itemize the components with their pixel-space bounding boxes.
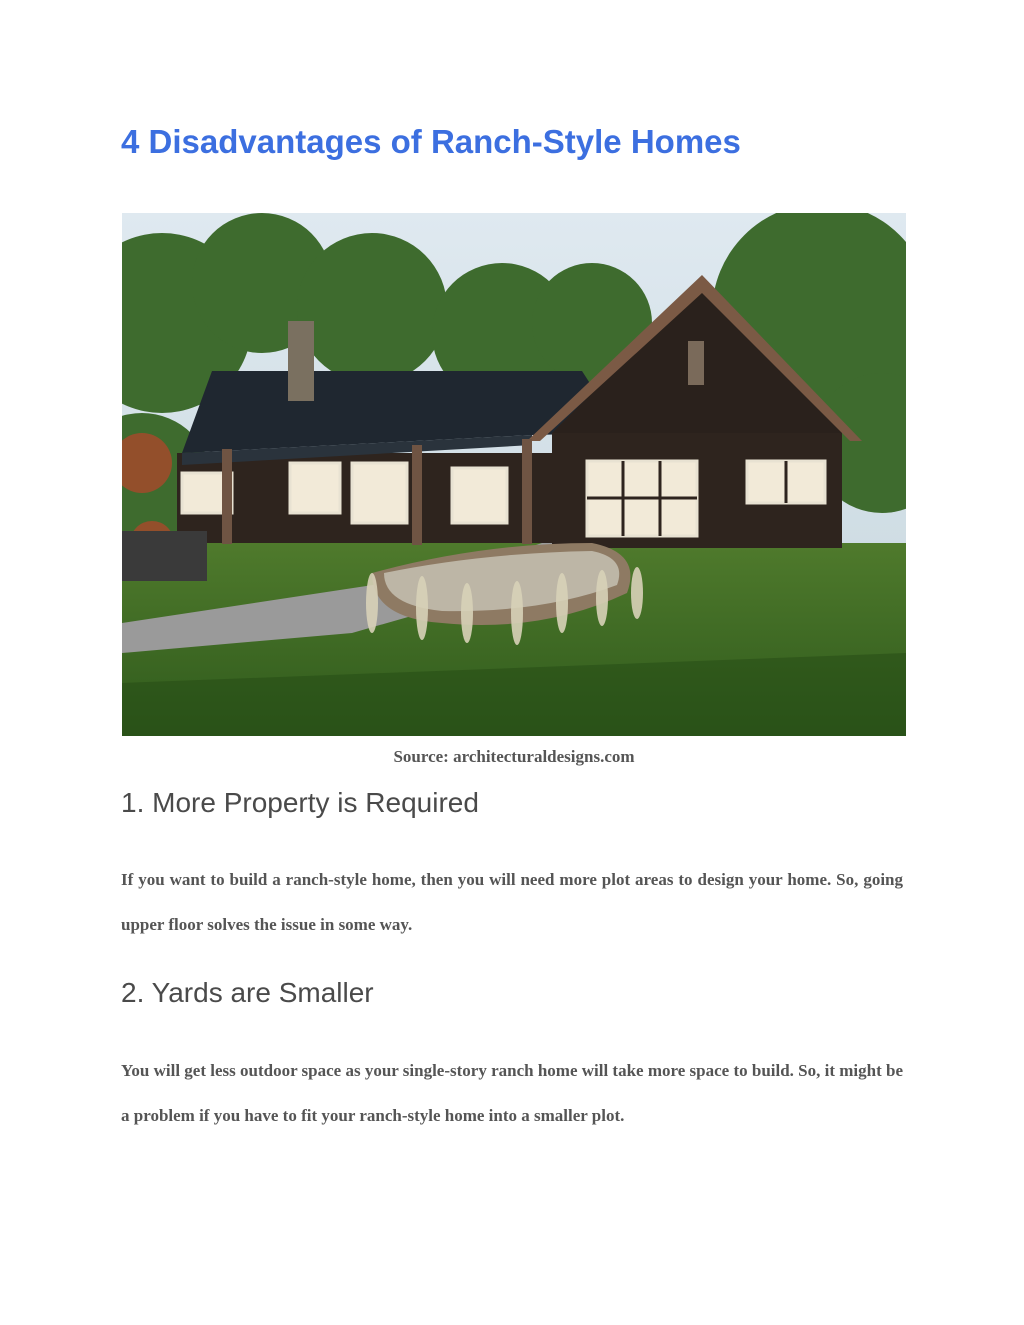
section-body-2: You will get less outdoor space as your single-story ranch home will take more space to build. So, it might be a problem if you have to fit your ranch-style home into a smaller plot. xyxy=(121,1061,904,1125)
page-title: 4 Disadvantages of Ranch-Style Homes xyxy=(121,123,741,160)
section-body-1: If you want to build a ranch-style home, then you will need more plot areas to design your home. So, going upper floor solves the issue in some way. xyxy=(121,870,903,934)
section-heading-1: 1. More Property is Required xyxy=(121,787,479,818)
section-heading-2: 2. Yards are Smaller xyxy=(121,977,374,1008)
ranch-house-illustration xyxy=(122,213,906,736)
hero-image xyxy=(122,213,906,736)
image-caption: Source: architecturaldesigns.com xyxy=(393,747,635,766)
